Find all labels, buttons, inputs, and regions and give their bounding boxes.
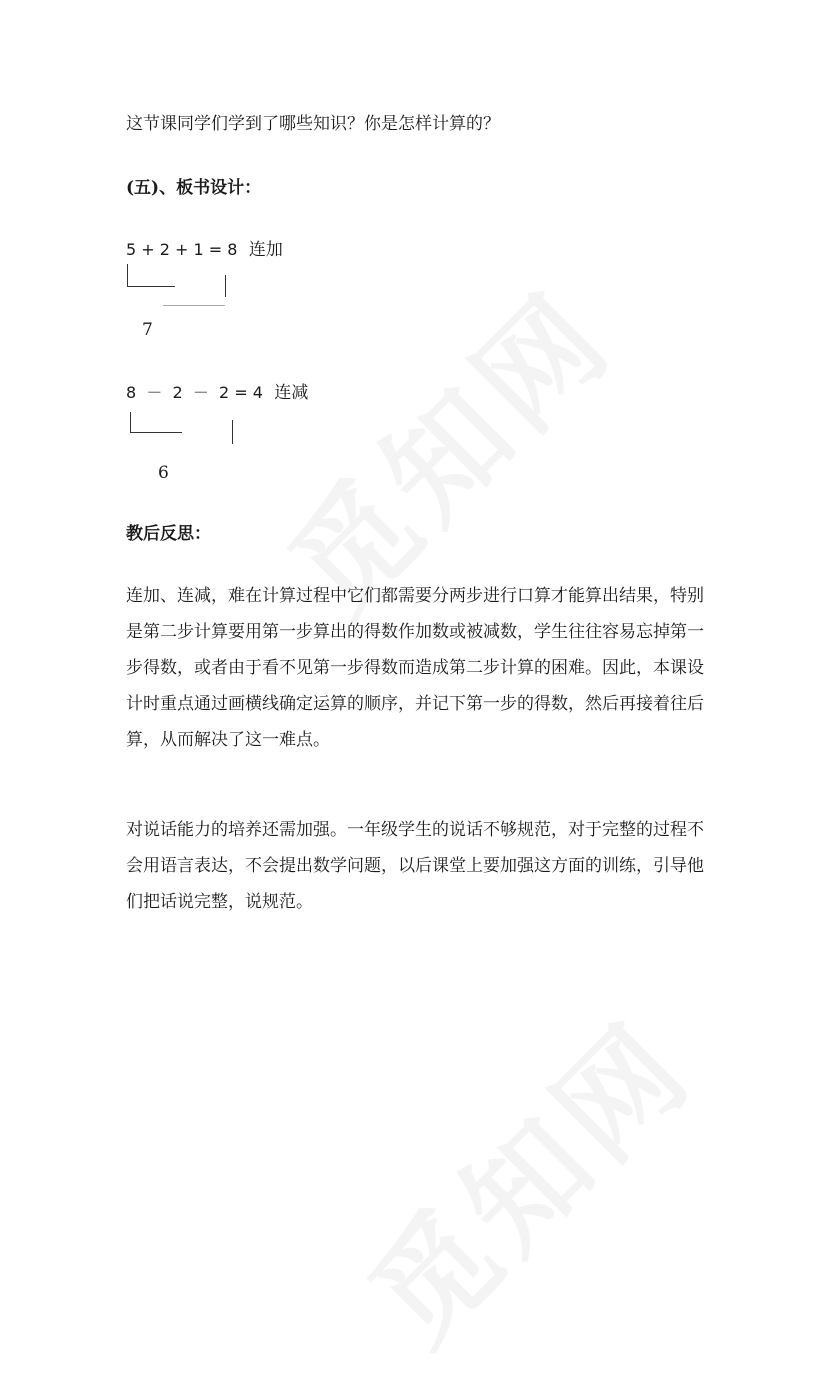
subtraction-equation: 8 － 2 － 2 = 4: [126, 383, 263, 402]
board-heading: (五)、板书设计：: [126, 178, 262, 198]
addition-bracket-left: [127, 264, 128, 286]
subtraction-bracket-bottom: [130, 432, 182, 433]
addition-label: 连加: [248, 240, 283, 260]
subtraction-expression: [126, 383, 308, 403]
reflection-paragraph-2: [126, 812, 706, 920]
subtraction-partial-diff: 6: [158, 463, 169, 483]
addition-connector-line: [163, 305, 225, 306]
subtraction-label: 连减: [274, 383, 309, 403]
reflection-paragraph-1: [126, 578, 706, 758]
reflection-text: 对说话能力的培养还需加强。一年级学生的说话不够规范，对于完整的过程不会用语言表达，不会提出数学问题，以后课堂上要加强这方面的训练，引导他们把话说完整，说规范。: [126, 820, 704, 912]
addition-equation: 5 + 2 + 1 = 8: [126, 240, 238, 259]
subtraction-bracket-left: [130, 412, 131, 432]
watermark: [326, 977, 723, 1374]
addition-partial-sum: 7: [142, 320, 153, 340]
subtraction-connector-vertical: [232, 420, 233, 444]
addition-connector-vertical: [225, 275, 226, 297]
addition-bracket-bottom: [127, 286, 175, 287]
addition-expression: [126, 240, 283, 260]
reflection-text: 连加、连减，难在计算过程中它们都需要分两步进行口算才能算出结果，特别是第二步计算要用第一步算出的得数作加数或被减数，学生往往容易忘掉第一步得数，或者由于看不见第一步得数而造成第二步计算的困难。因此，本课设计时重点通过画横线确定运算的顺序，并记下第一步的得数，然后再接着往后算，从而解决了这一难点。: [126, 586, 704, 750]
summary-question: 这节课同学们学到了哪些知识？你是怎样计算的？: [126, 114, 500, 134]
reflection-heading: 教后反思：: [126, 524, 211, 544]
